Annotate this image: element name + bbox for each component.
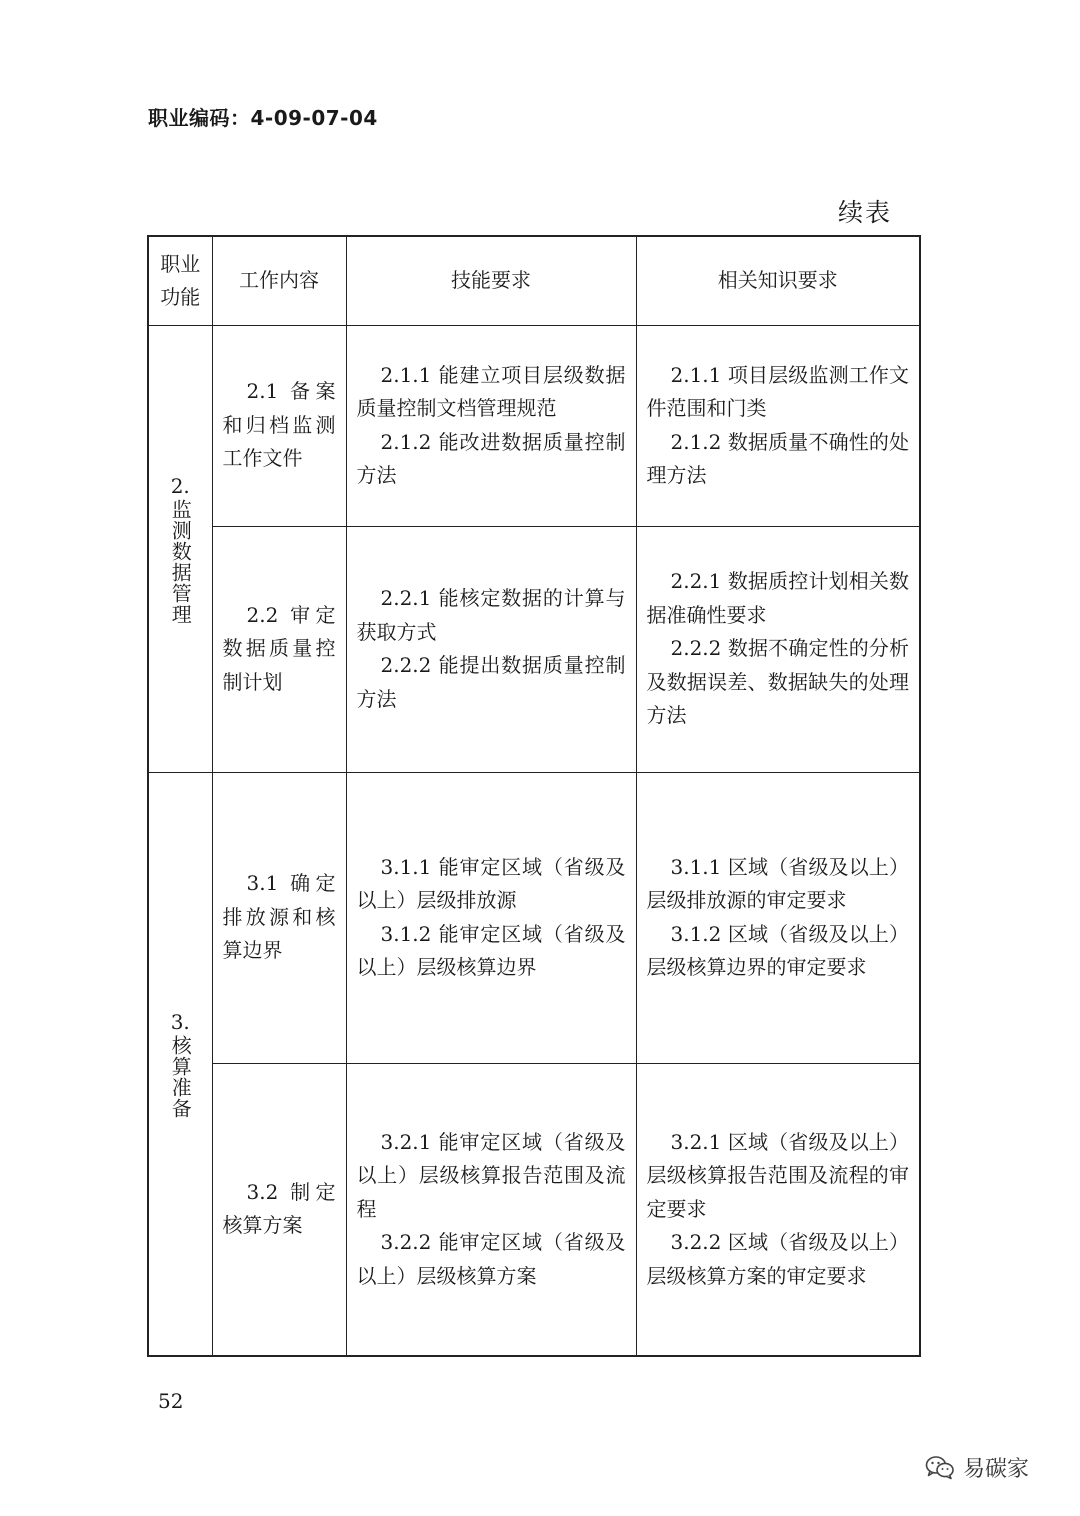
work-content-cell: 2.1 备案和归档监测工作文件 — [212, 325, 346, 526]
table-row — [148, 325, 920, 526]
table-row — [148, 526, 920, 772]
function-cell — [148, 772, 212, 1356]
wechat-icon — [925, 1455, 955, 1481]
knowledge-cell: 2.1.1 项目层级监测工作文件范围和门类 2.1.2 数据质量不确性的处理方法 — [636, 325, 920, 526]
work-content-cell: 3.2 制定核算方案 — [212, 1063, 346, 1356]
watermark — [925, 1452, 1029, 1483]
header-skills: 技能要求 — [346, 236, 636, 325]
table-header-row — [148, 236, 920, 325]
skills-table — [147, 235, 921, 1357]
skill-cell: 2.2.1 能核定数据的计算与获取方式 2.2.2 能提出数据质量控制方法 — [346, 526, 636, 772]
function-number: 3. — [170, 1009, 190, 1034]
knowledge-cell: 2.2.1 数据质控计划相关数据准确性要求 2.2.2 数据不确定性的分析及数据误差、数据缺失的处理方法 — [636, 526, 920, 772]
header-function: 职业功能 — [148, 236, 212, 325]
table-row — [148, 1063, 920, 1356]
knowledge-cell: 3.2.1 区域（省级及以上）层级核算报告范围及流程的审定要求 3.2.2 区域（省级及以上）层级核算方案的审定要求 — [636, 1063, 920, 1356]
header-knowledge: 相关知识要求 — [636, 236, 920, 325]
page-number: 52 — [158, 1389, 184, 1413]
function-name: 核算准备 — [168, 1034, 193, 1119]
table-row — [148, 772, 920, 1063]
skill-cell: 2.1.1 能建立项目层级数据质量控制文档管理规范 2.1.2 能改进数据质量控制方法 — [346, 325, 636, 526]
occupation-code: 职业编码：4-09-07-04 — [148, 106, 378, 130]
function-number: 2. — [170, 473, 190, 498]
function-name: 监测数据管理 — [168, 498, 193, 625]
work-content-cell: 3.1 确定排放源和核算边界 — [212, 772, 346, 1063]
continued-label: 续表 — [838, 198, 893, 227]
knowledge-cell: 3.1.1 区域（省级及以上）层级排放源的审定要求 3.1.2 区域（省级及以上）层级核算边界的审定要求 — [636, 772, 920, 1063]
work-content-cell: 2.2 审定数据质量控制计划 — [212, 526, 346, 772]
function-cell — [148, 325, 212, 772]
skill-cell: 3.2.1 能审定区域（省级及以上）层级核算报告范围及流程 3.2.2 能审定区域（省级及以上）层级核算方案 — [346, 1063, 636, 1356]
watermark-text: 易碳家 — [963, 1457, 1030, 1482]
header-content: 工作内容 — [212, 236, 346, 325]
skill-cell: 3.1.1 能审定区域（省级及以上）层级排放源 3.1.2 能审定区域（省级及以上）层级核算边界 — [346, 772, 636, 1063]
